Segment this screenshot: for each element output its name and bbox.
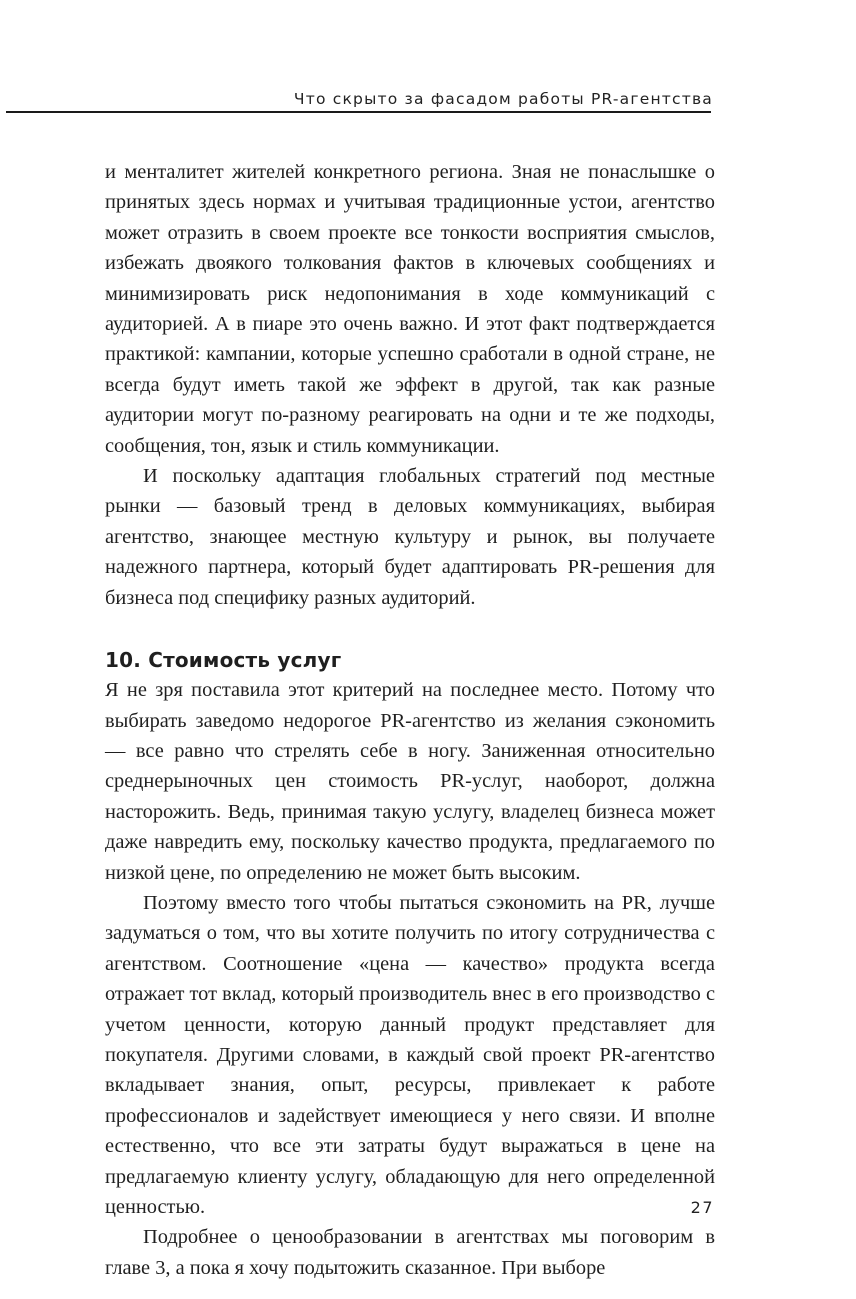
page-number: 27 — [690, 1198, 714, 1217]
body-text — [105, 157, 715, 1283]
paragraph: Подробнее о ценообразовании в агентствах мы поговорим в главе 3, а пока я хочу подытожить сказанное. При выборе — [105, 1226, 715, 1279]
running-head: Что скрыто за фасадом работы PR-агентства — [293, 90, 713, 108]
section-heading: 10. Стоимость услуг — [105, 648, 342, 673]
paragraph: Я не зря поставила этот критерий на последнее место. Потому что выбирать заведомо недорогое PR-агентство из желания сэкономить — все равно что стрелять себе в ногу. Заниженная относительно среднерыночных цен стоимость PR-услуг, наоборот, должна насторожить. Ведь, принимая такую услугу, владелец бизнеса может даже навредить ему, поскольку качество продукта, предлагаемого по низкой цене, по определению не может быть высоким. — [105, 679, 715, 884]
header-rule — [6, 111, 711, 113]
paragraph: и менталитет жителей конкретного региона. Зная не понаслышке о принятых здесь нормах и учитывая традиционные устои, агентство может отразить в своем проекте все тонкости восприятия смыслов, избежать двоякого толкования фактов в ключевых сообщениях и минимизировать риск недопонимания в ходе коммуникаций с аудиторией. А в пиаре это очень важно. И этот факт подтверждается практикой: кампании, которые успешно сработали в одной стране, не всегда будут иметь такой же эффект в другой, так как разные аудитории могут по-разному реагировать на одни и те же подходы, сообщения, тон, язык и стиль коммуникации. — [105, 161, 715, 457]
paragraph: И поскольку адаптация глобальных стратегий под местные рынки — базовый тренд в деловых коммуникациях, выбирая агентство, знающее местную культуру и рынок, вы получаете надежного партнера, который будет адаптировать PR-решения для бизнеса под специфику разных аудиторий. — [105, 465, 715, 609]
paragraph: Поэтому вместо того чтобы пытаться сэкономить на PR, лучше задуматься о том, что вы хотите получить по итогу сотрудничества с агентством. Соотношение «цена — качество» продукта всегда отражает тот вклад, который производитель внес в его производство с учетом ценности, которую данный продукт представляет для покупателя. Другими словами, в каждый свой проект PR-агентство вкладывает знания, опыт, ресурсы, привлекает к работе профессионалов и задействует имеющиеся у него связи. И вполне естественно, что все эти затраты будут выражаться в цене на предлагаемую клиенту услугу, обладающую для него определенной ценностью. — [105, 891, 715, 1218]
